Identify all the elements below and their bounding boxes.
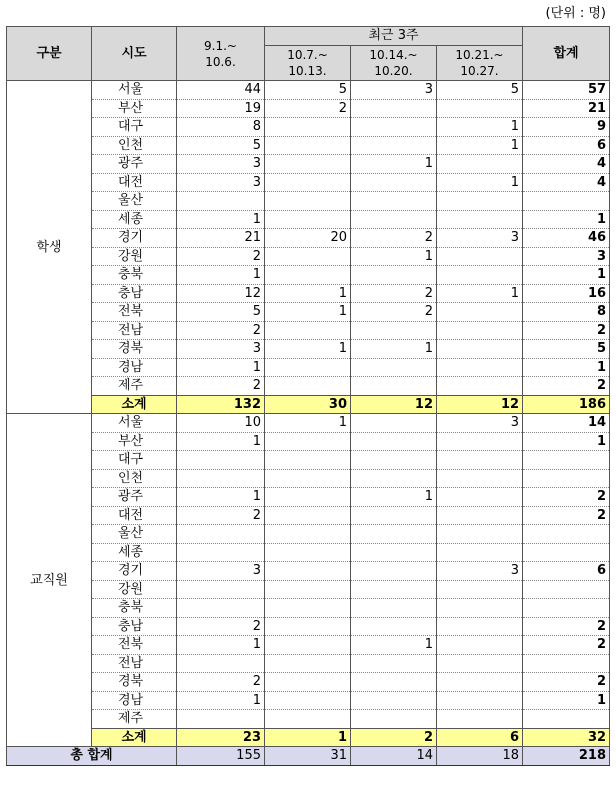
region-cell: 세종	[92, 543, 177, 562]
table-row	[7, 673, 610, 692]
header-total: 합계	[523, 27, 610, 81]
value-cell: 1	[351, 247, 437, 266]
header-recent-group: 최근 3주	[265, 27, 523, 46]
total-cell: 21	[523, 99, 610, 118]
total-cell: 2	[523, 636, 610, 655]
grand-total-label: 총 합계	[7, 747, 177, 766]
region-cell: 광주	[92, 155, 177, 174]
value-cell: 2	[265, 99, 351, 118]
value-cell	[437, 617, 523, 636]
total-cell: 57	[523, 81, 610, 100]
value-cell: 2	[177, 673, 265, 692]
table-header	[7, 27, 610, 81]
total-cell: 6	[523, 136, 610, 155]
value-cell	[177, 525, 265, 544]
value-cell	[265, 710, 351, 729]
table-row	[7, 266, 610, 285]
total-cell: 1	[523, 432, 610, 451]
value-cell: 2	[351, 284, 437, 303]
region-cell: 전남	[92, 321, 177, 340]
table-row	[7, 525, 610, 544]
value-cell: 3	[177, 173, 265, 192]
value-cell	[351, 691, 437, 710]
header-week2-line1: 10.14.~	[369, 48, 418, 62]
table-body	[7, 81, 610, 766]
value-cell	[265, 599, 351, 618]
region-cell: 경북	[92, 673, 177, 692]
students-subtotal-row	[7, 395, 610, 414]
value-cell	[265, 691, 351, 710]
table-row	[7, 691, 610, 710]
value-cell	[265, 543, 351, 562]
value-cell	[265, 266, 351, 285]
value-cell	[351, 562, 437, 581]
value-cell	[265, 617, 351, 636]
value-cell	[437, 488, 523, 507]
value-cell: 1	[177, 432, 265, 451]
total-cell: 6	[523, 562, 610, 581]
value-cell	[265, 562, 351, 581]
table-row	[7, 710, 610, 729]
value-cell: 1	[351, 488, 437, 507]
value-cell: 3	[351, 81, 437, 100]
total-cell: 2	[523, 321, 610, 340]
grand-total-value: 14	[351, 747, 437, 766]
table-row	[7, 340, 610, 359]
table-row	[7, 599, 610, 618]
region-cell: 세종	[92, 210, 177, 229]
total-cell: 1	[523, 266, 610, 285]
table-row	[7, 506, 610, 525]
value-cell: 21	[177, 229, 265, 248]
value-cell: 19	[177, 99, 265, 118]
value-cell: 3	[437, 229, 523, 248]
region-cell: 충남	[92, 284, 177, 303]
table-row	[7, 99, 610, 118]
value-cell	[437, 340, 523, 359]
value-cell: 1	[437, 284, 523, 303]
subtotal-value: 12	[437, 395, 523, 414]
total-cell: 16	[523, 284, 610, 303]
total-cell: 4	[523, 155, 610, 174]
value-cell: 2	[177, 321, 265, 340]
region-cell: 강원	[92, 580, 177, 599]
value-cell	[437, 155, 523, 174]
value-cell	[351, 469, 437, 488]
total-cell	[523, 543, 610, 562]
table-row	[7, 118, 610, 137]
value-cell	[177, 654, 265, 673]
value-cell	[177, 580, 265, 599]
header-week3-line2: 10.27.	[460, 64, 499, 78]
region-cell: 대전	[92, 506, 177, 525]
table-row	[7, 229, 610, 248]
value-cell: 5	[177, 303, 265, 322]
value-cell	[351, 414, 437, 433]
staff-subtotal-row	[7, 728, 610, 747]
total-cell: 2	[523, 377, 610, 396]
value-cell: 2	[177, 617, 265, 636]
subtotal-value: 6	[437, 728, 523, 747]
unit-label: (단위 : 명)	[545, 6, 606, 21]
header-week2	[351, 46, 437, 81]
total-cell: 3	[523, 247, 610, 266]
value-cell	[351, 543, 437, 562]
total-cell: 5	[523, 340, 610, 359]
header-period1	[177, 27, 265, 81]
value-cell	[437, 99, 523, 118]
subtotal-value: 132	[177, 395, 265, 414]
value-cell	[351, 358, 437, 377]
region-cell: 충북	[92, 266, 177, 285]
value-cell	[351, 136, 437, 155]
region-cell: 울산	[92, 192, 177, 211]
subtotal-value: 30	[265, 395, 351, 414]
region-cell: 충남	[92, 617, 177, 636]
region-cell: 경기	[92, 562, 177, 581]
grand-total-row	[7, 747, 610, 766]
region-cell: 부산	[92, 432, 177, 451]
table-row	[7, 136, 610, 155]
region-cell: 인천	[92, 136, 177, 155]
total-cell: 2	[523, 617, 610, 636]
value-cell	[437, 303, 523, 322]
value-cell	[437, 321, 523, 340]
value-cell	[351, 710, 437, 729]
value-cell: 3	[437, 414, 523, 433]
value-cell	[265, 155, 351, 174]
region-cell: 인천	[92, 469, 177, 488]
table-row	[7, 543, 610, 562]
value-cell	[437, 210, 523, 229]
value-cell	[351, 451, 437, 470]
header-week3	[437, 46, 523, 81]
region-cell: 서울	[92, 81, 177, 100]
value-cell	[265, 192, 351, 211]
value-cell: 2	[177, 247, 265, 266]
value-cell	[265, 506, 351, 525]
subtotal-label: 소계	[92, 395, 177, 414]
value-cell: 2	[177, 506, 265, 525]
value-cell: 2	[351, 303, 437, 322]
table-row	[7, 432, 610, 451]
value-cell: 5	[437, 81, 523, 100]
region-cell: 경북	[92, 340, 177, 359]
grand-total-value: 218	[523, 747, 610, 766]
value-cell: 20	[265, 229, 351, 248]
value-cell	[265, 358, 351, 377]
value-cell	[177, 543, 265, 562]
value-cell	[265, 673, 351, 692]
total-cell: 8	[523, 303, 610, 322]
value-cell	[437, 266, 523, 285]
header-region: 시도	[92, 27, 177, 81]
value-cell	[265, 377, 351, 396]
value-cell: 1	[351, 155, 437, 174]
total-cell: 2	[523, 673, 610, 692]
region-cell: 경남	[92, 691, 177, 710]
value-cell: 1	[265, 414, 351, 433]
value-cell	[265, 654, 351, 673]
total-cell: 1	[523, 210, 610, 229]
value-cell	[437, 710, 523, 729]
value-cell	[351, 377, 437, 396]
value-cell	[351, 192, 437, 211]
value-cell: 2	[177, 377, 265, 396]
value-cell	[265, 469, 351, 488]
value-cell: 3	[177, 340, 265, 359]
value-cell: 2	[351, 229, 437, 248]
value-cell	[351, 118, 437, 137]
value-cell	[351, 432, 437, 451]
region-cell: 강원	[92, 247, 177, 266]
grand-total-value: 18	[437, 747, 523, 766]
table-row	[7, 210, 610, 229]
value-cell	[437, 451, 523, 470]
value-cell: 5	[177, 136, 265, 155]
value-cell	[265, 136, 351, 155]
grand-total-value: 31	[265, 747, 351, 766]
staff-category-label: 교직원	[7, 414, 92, 747]
students-category-label: 학생	[7, 81, 92, 414]
value-cell: 1	[177, 358, 265, 377]
table-row	[7, 321, 610, 340]
value-cell	[177, 469, 265, 488]
value-cell	[437, 580, 523, 599]
total-cell	[523, 525, 610, 544]
value-cell	[351, 173, 437, 192]
grand-total-value: 155	[177, 747, 265, 766]
value-cell	[437, 543, 523, 562]
table-row	[7, 469, 610, 488]
table-row	[7, 654, 610, 673]
total-cell: 1	[523, 691, 610, 710]
value-cell	[351, 266, 437, 285]
value-cell	[265, 173, 351, 192]
table-row	[7, 414, 610, 433]
value-cell	[265, 525, 351, 544]
header-week1	[265, 46, 351, 81]
value-cell	[265, 488, 351, 507]
table-row	[7, 636, 610, 655]
total-cell	[523, 710, 610, 729]
subtotal-value: 32	[523, 728, 610, 747]
region-cell: 충북	[92, 599, 177, 618]
total-cell: 1	[523, 358, 610, 377]
table-row	[7, 562, 610, 581]
total-cell: 9	[523, 118, 610, 137]
value-cell	[437, 599, 523, 618]
value-cell: 1	[265, 340, 351, 359]
value-cell	[265, 451, 351, 470]
total-cell: 4	[523, 173, 610, 192]
region-cell: 대전	[92, 173, 177, 192]
value-cell: 3	[437, 562, 523, 581]
region-cell: 전남	[92, 654, 177, 673]
value-cell	[351, 617, 437, 636]
value-cell: 1	[177, 210, 265, 229]
subtotal-value: 2	[351, 728, 437, 747]
region-cell: 울산	[92, 525, 177, 544]
value-cell: 8	[177, 118, 265, 137]
value-cell	[265, 432, 351, 451]
value-cell	[437, 673, 523, 692]
total-cell	[523, 451, 610, 470]
value-cell	[351, 321, 437, 340]
value-cell	[351, 673, 437, 692]
value-cell	[265, 247, 351, 266]
total-cell	[523, 654, 610, 673]
value-cell	[351, 654, 437, 673]
value-cell: 10	[177, 414, 265, 433]
region-cell: 제주	[92, 710, 177, 729]
table-row	[7, 192, 610, 211]
total-cell	[523, 580, 610, 599]
value-cell	[351, 506, 437, 525]
value-cell	[351, 99, 437, 118]
value-cell	[437, 377, 523, 396]
total-cell	[523, 192, 610, 211]
statistics-table	[6, 26, 610, 766]
value-cell	[351, 580, 437, 599]
value-cell	[177, 451, 265, 470]
value-cell: 3	[177, 562, 265, 581]
subtotal-value: 12	[351, 395, 437, 414]
value-cell	[437, 525, 523, 544]
total-cell: 2	[523, 506, 610, 525]
value-cell	[265, 636, 351, 655]
table-row	[7, 303, 610, 322]
table-row	[7, 488, 610, 507]
value-cell	[437, 192, 523, 211]
value-cell: 1	[265, 303, 351, 322]
value-cell: 1	[177, 266, 265, 285]
total-cell: 14	[523, 414, 610, 433]
subtotal-value: 1	[265, 728, 351, 747]
header-week3-line1: 10.21.~	[455, 48, 504, 62]
value-cell: 1	[437, 136, 523, 155]
value-cell: 1	[351, 636, 437, 655]
header-period1-line1: 9.1.~	[204, 38, 237, 53]
value-cell: 1	[437, 173, 523, 192]
value-cell	[437, 469, 523, 488]
table-row	[7, 617, 610, 636]
value-cell	[437, 247, 523, 266]
region-cell: 대구	[92, 118, 177, 137]
value-cell	[437, 506, 523, 525]
value-cell	[265, 210, 351, 229]
header-week1-line2: 10.13.	[288, 64, 327, 78]
subtotal-value: 23	[177, 728, 265, 747]
value-cell: 1	[177, 636, 265, 655]
total-cell: 46	[523, 229, 610, 248]
table-row	[7, 377, 610, 396]
value-cell	[437, 654, 523, 673]
table-row	[7, 358, 610, 377]
value-cell: 1	[437, 118, 523, 137]
total-cell: 2	[523, 488, 610, 507]
header-week2-line2: 10.20.	[374, 64, 413, 78]
value-cell: 1	[265, 284, 351, 303]
table-row	[7, 580, 610, 599]
value-cell	[177, 192, 265, 211]
value-cell	[265, 321, 351, 340]
value-cell	[177, 710, 265, 729]
value-cell	[351, 525, 437, 544]
value-cell: 1	[177, 488, 265, 507]
value-cell	[351, 599, 437, 618]
value-cell: 5	[265, 81, 351, 100]
header-category: 구분	[7, 27, 92, 81]
value-cell	[437, 691, 523, 710]
value-cell	[177, 599, 265, 618]
table-row	[7, 284, 610, 303]
total-cell	[523, 469, 610, 488]
total-cell	[523, 599, 610, 618]
header-period1-line2: 10.6.	[205, 54, 236, 69]
table-row	[7, 173, 610, 192]
region-cell: 서울	[92, 414, 177, 433]
header-week1-line1: 10.7.~	[287, 48, 328, 62]
value-cell: 3	[177, 155, 265, 174]
value-cell: 1	[177, 691, 265, 710]
value-cell	[265, 118, 351, 137]
value-cell	[265, 580, 351, 599]
region-cell: 전북	[92, 636, 177, 655]
region-cell: 제주	[92, 377, 177, 396]
table-row	[7, 81, 610, 100]
value-cell: 44	[177, 81, 265, 100]
region-cell: 부산	[92, 99, 177, 118]
value-cell	[437, 636, 523, 655]
value-cell	[437, 432, 523, 451]
subtotal-value: 186	[523, 395, 610, 414]
table-row	[7, 451, 610, 470]
table-row	[7, 247, 610, 266]
region-cell: 대구	[92, 451, 177, 470]
table-row	[7, 155, 610, 174]
value-cell: 12	[177, 284, 265, 303]
region-cell: 광주	[92, 488, 177, 507]
value-cell: 1	[351, 340, 437, 359]
region-cell: 전북	[92, 303, 177, 322]
region-cell: 경남	[92, 358, 177, 377]
value-cell	[437, 358, 523, 377]
value-cell	[351, 210, 437, 229]
region-cell: 경기	[92, 229, 177, 248]
subtotal-label: 소계	[92, 728, 177, 747]
